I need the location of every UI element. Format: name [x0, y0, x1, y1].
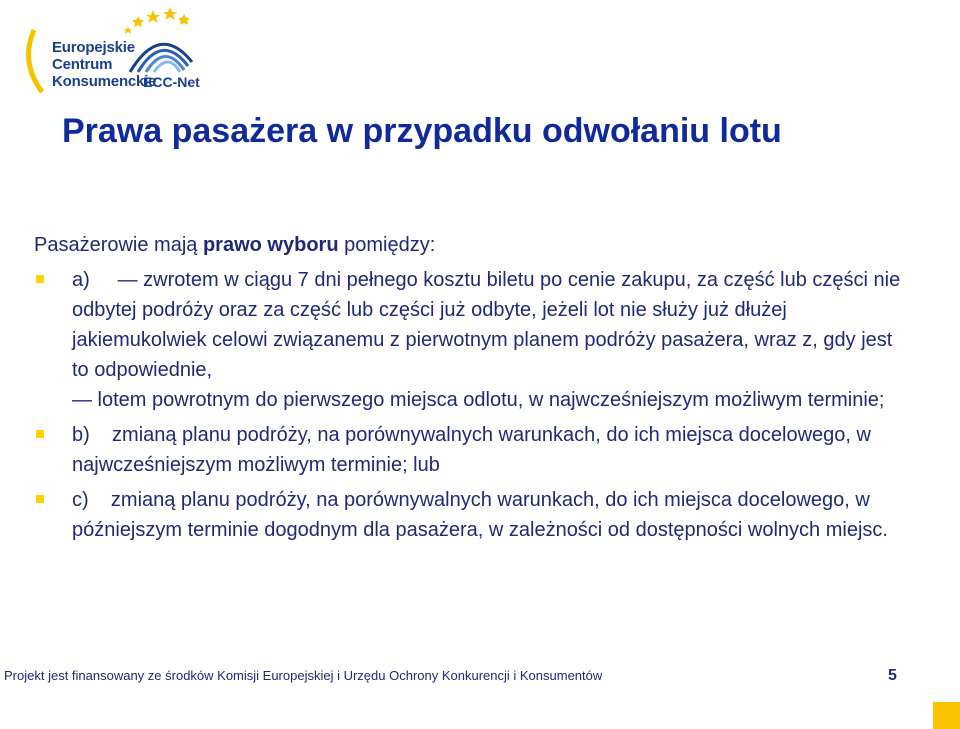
list-item-b [34, 420, 914, 480]
intro-after: pomiędzy: [338, 234, 436, 256]
list-item-a-text [72, 265, 914, 385]
list-item-a-text1: — zwrotem w ciągu 7 dni pełnego kosztu biletu po cenie zakupu, za część lub części nie odbytej podróży oraz za część lub części już odbyte, jeżeli lot nie służy już dłużej jakiemukolwiek celowi związanemu z pierwotnym planem podróży pasażera, wraz z, gdy jest to odpowiednie, [72, 269, 901, 381]
page-title: Prawa pasażera w przypadku odwołaniu lotu [62, 112, 782, 150]
list-item-b-text [72, 420, 914, 480]
corner-square [933, 702, 960, 729]
list-item-c-body: zmianą planu podróży, na porównywalnych warunkach, do ich miejsca docelowego, w późniejszym terminie dogodnym dla pasażera, w zależności od dostępności wolnych miejsc. [72, 489, 888, 541]
logo-line-1: Europejskie [52, 39, 135, 56]
intro-before: Pasażerowie mają [34, 234, 203, 256]
list-item-c-text [72, 485, 914, 545]
footer-text: Projekt jest finansowany ze środków Komisji Europejskiej i Urzędu Ochrony Konkurencji i Konsumentów [4, 668, 603, 683]
bullet-icon [36, 495, 44, 503]
list-item-c [34, 485, 914, 545]
intro-bold: prawo wyboru [202, 234, 339, 256]
logo-network: ECC-Net [143, 74, 200, 90]
slide-body [34, 230, 914, 545]
list-item-label: a) [72, 269, 90, 291]
bullet-icon [36, 275, 44, 283]
list-item-a-text2: — lotem powrotnym do pierwszego miejsca odlotu, w najwcześniejszym możliwym terminie; [72, 389, 885, 411]
list-item-b-body: zmianą planu podróży, na porównywalnych warunkach, do ich miejsca docelowego, w najwcześniejszym możliwym terminie; lub [72, 424, 871, 476]
list-item-label: b) [72, 424, 90, 446]
page-number: 5 [888, 667, 897, 684]
list-item-label: c) [72, 489, 89, 511]
bullet-icon [36, 430, 44, 438]
logo-line-3: Konsumenckie [52, 73, 157, 90]
ecc-logo [20, 2, 200, 96]
logo-line-2: Centrum [52, 56, 113, 73]
intro-text [34, 230, 914, 260]
list-item-a [34, 265, 914, 415]
